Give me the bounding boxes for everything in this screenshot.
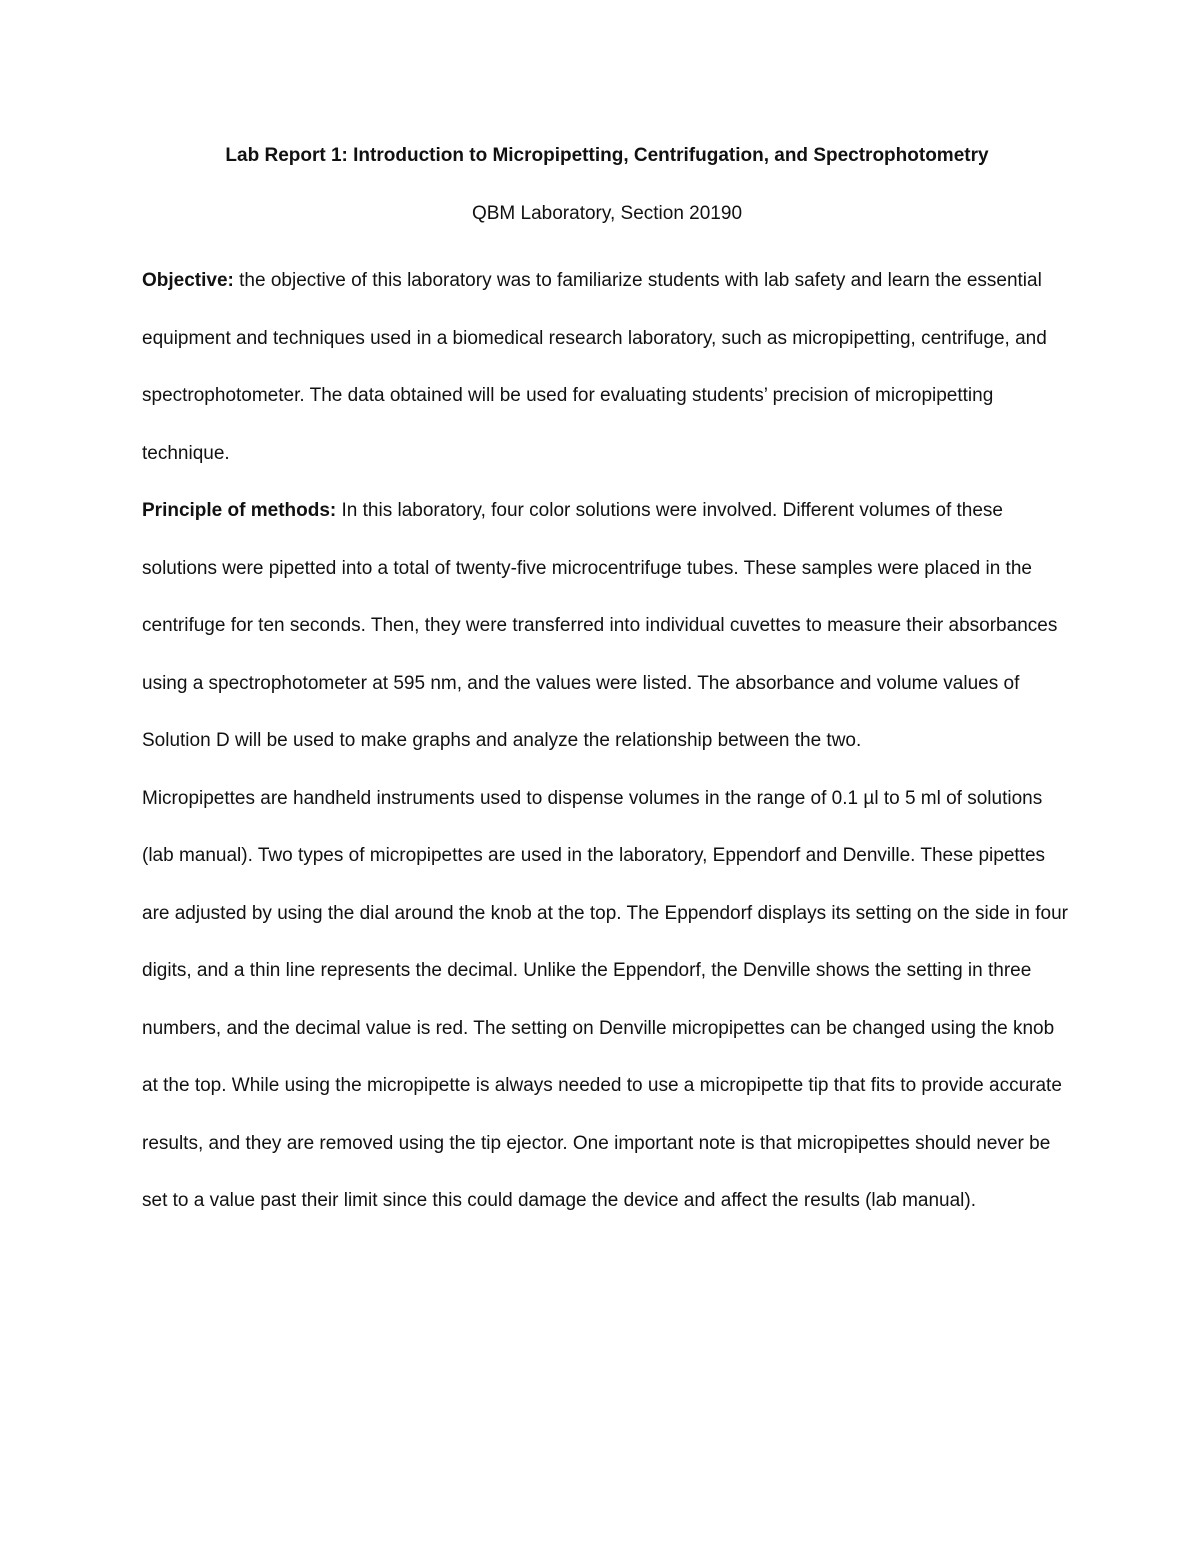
objective-label: Objective: [142, 270, 234, 291]
principle-label: Principle of methods: [142, 500, 337, 521]
objective-paragraph [142, 252, 1072, 482]
document-body [142, 136, 1072, 1230]
report-subtitle: QBM Laboratory, Section 20190 [471, 203, 743, 224]
objective-text: the objective of this laboratory was to familiarize students with lab safety and learn the essential equipment and techniques used in a biomedical research laboratory, such as micropipetting, centrifuge, and spectrophotometer. The data obtained will be used for evaluating students’ precision of micropipetting technique. [142, 270, 1047, 464]
principle-paragraph [142, 482, 1072, 770]
report-title: Lab Report 1: Introduction to Micropipetting, Centrifugation, and Spectrophotometry [225, 145, 989, 166]
micropipettes-text: Micropipettes are handheld instruments used to dispense volumes in the range of 0.1 µl to 5 ml of solutions (lab manual). Two types of micropipettes are used in the laboratory, Eppendorf and Denville. These pipettes are adjusted by using the dial around the knob at the top. The Eppendorf displays its setting on the side in four digits, and a thin line represents the decimal. Unlike the Eppendorf, the Denville shows the setting in three numbers, and the decimal value is red. The setting on Denville micropipettes can be changed using the knob at the top. While using the micropipette is always needed to use a micropipette tip that fits to provide accurate results, and they are removed using the tip ejector. One important note is that micropipettes should never be set to a value past their limit since this could damage the device and affect the results (lab manual). [142, 787, 1068, 1211]
micropipettes-paragraph [142, 770, 1072, 1230]
principle-text: In this laboratory, four color solutions were involved. Different volumes of these solutions were pipetted into a total of twenty-five microcentrifuge tubes. These samples were placed in the centrifuge for ten seconds. Then, they were transferred into individual cuvettes to measure their absorbances using a spectrophotometer at 595 nm, and the values were listed. The absorbance and volume values of Solution D will be used to make graphs and analyze the relationship between the two. [142, 500, 1058, 751]
